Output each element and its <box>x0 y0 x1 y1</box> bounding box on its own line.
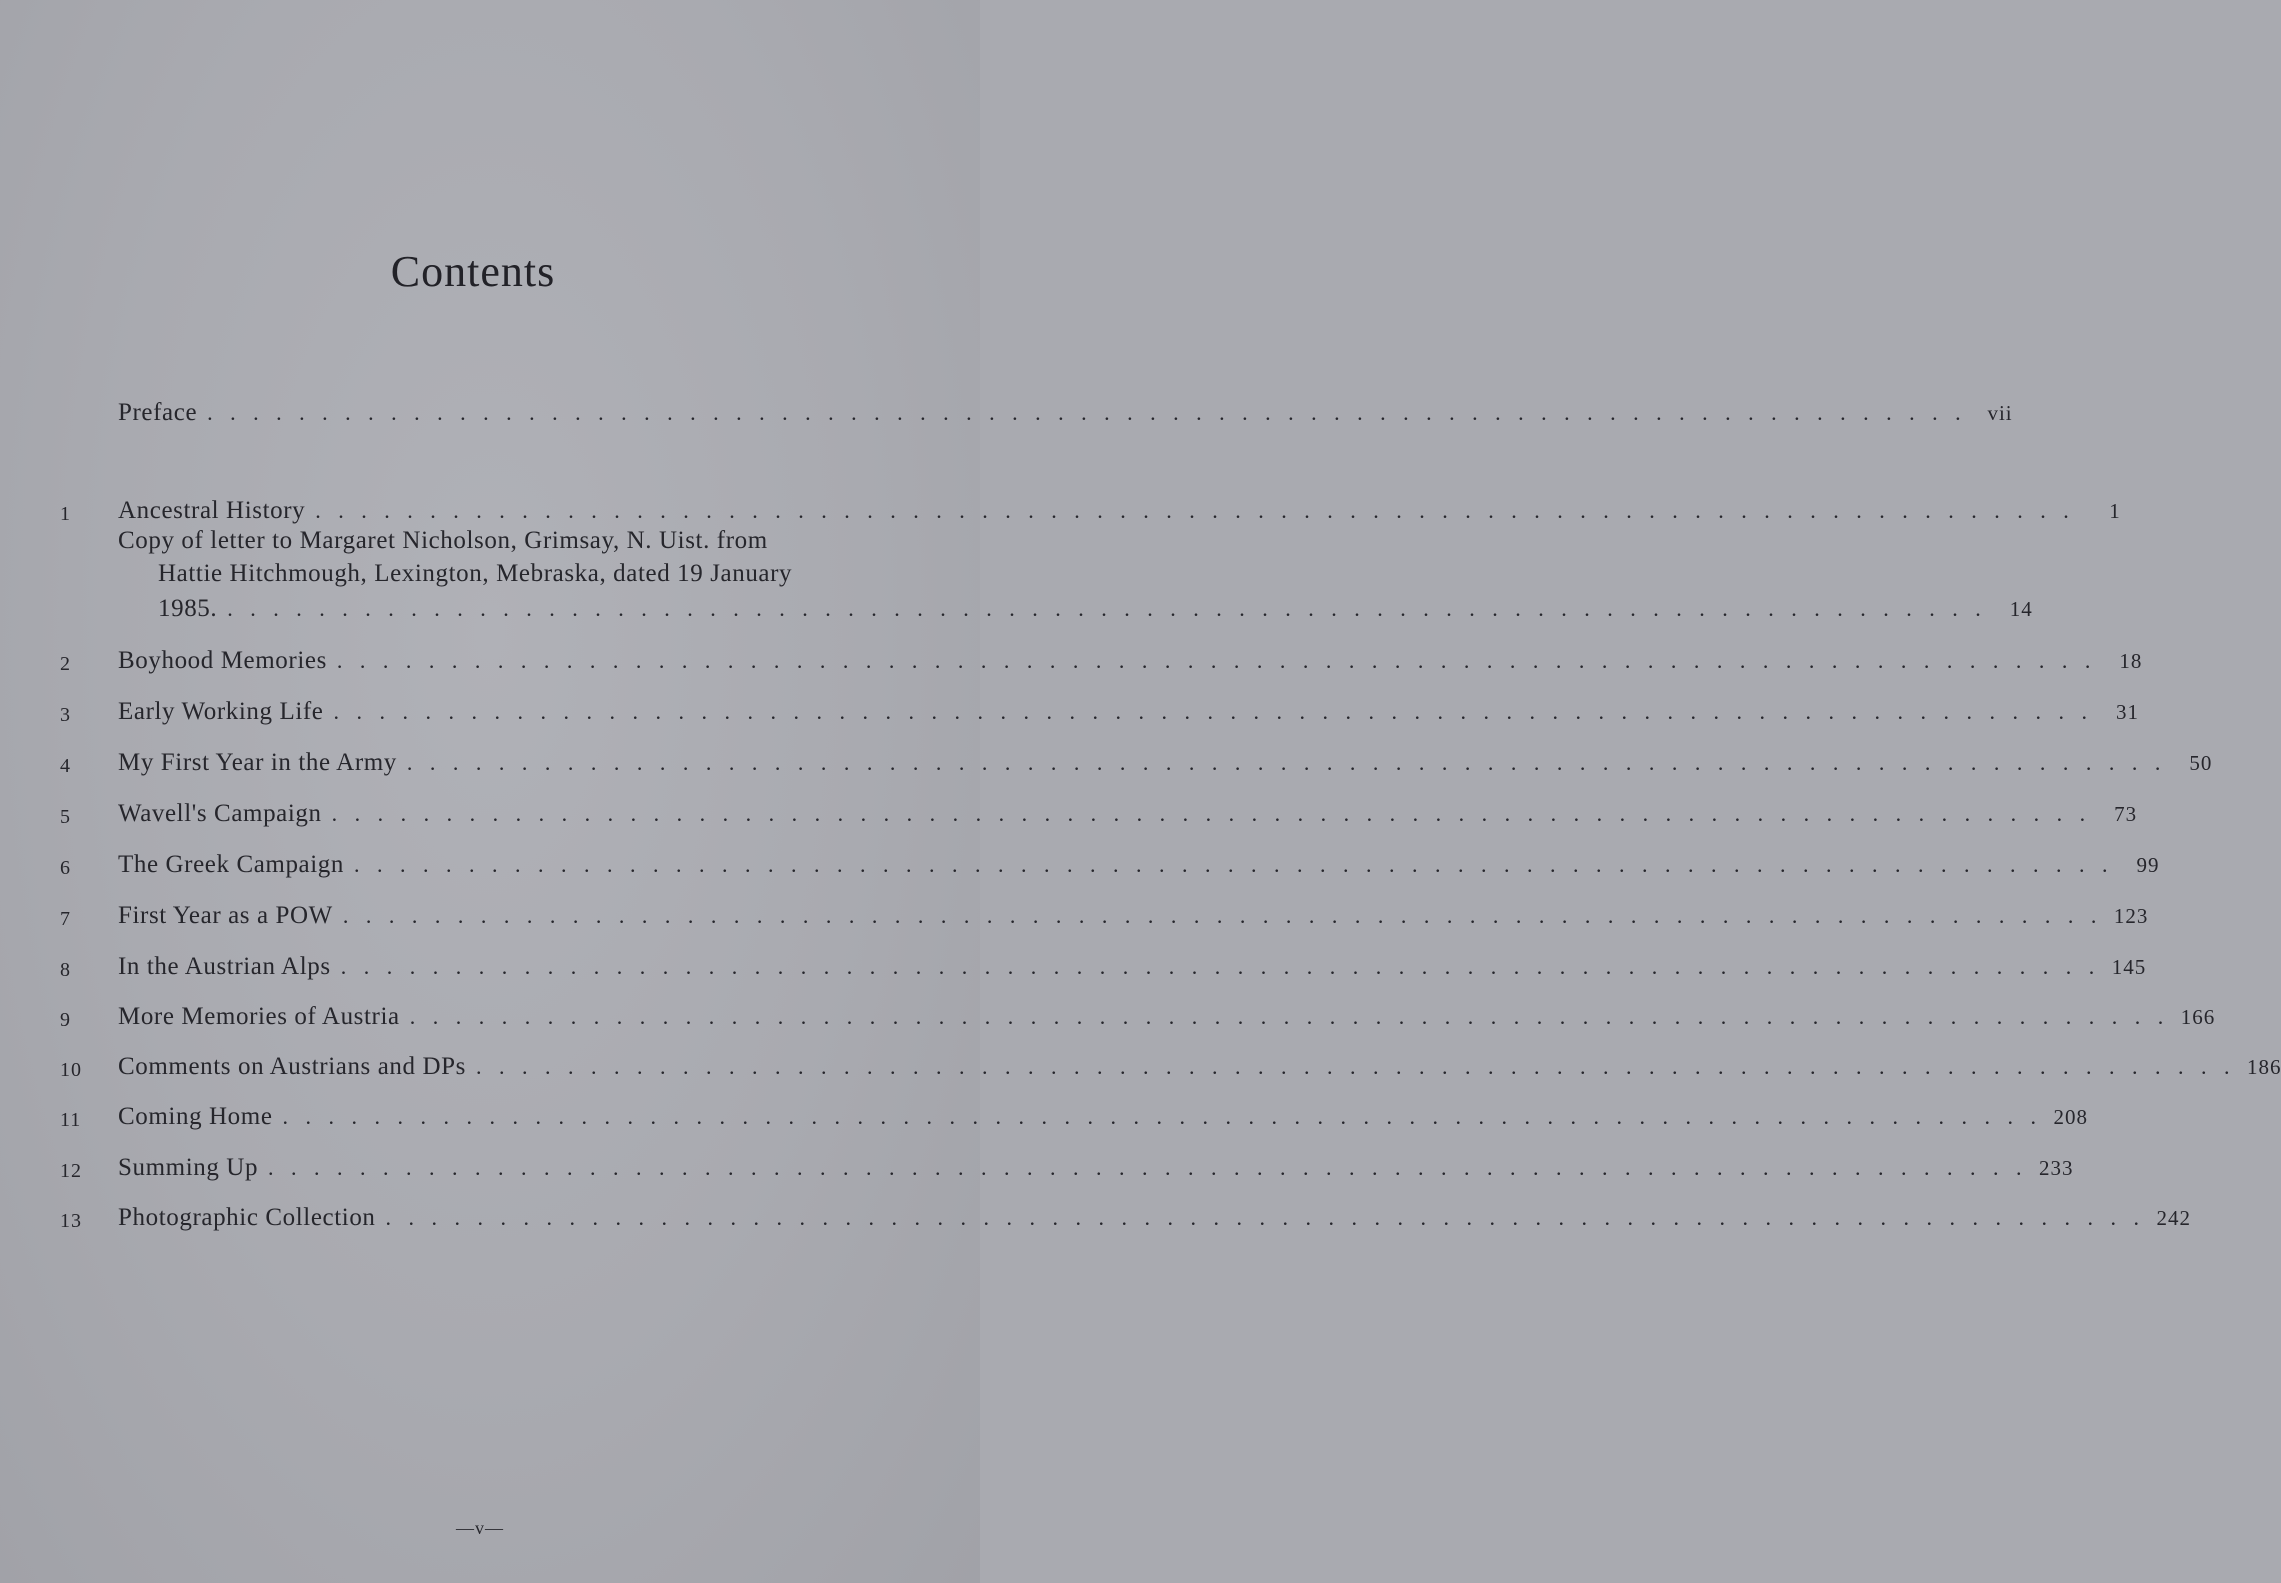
chapter-page-number: 18 <box>2119 649 2143 673</box>
dot-leader: . . . . . . . . . . . . . . . . . . . . . . . . . . . . . . . . . . . . . . . . . . . . . . . . . . . . . . . . . . . . . . . . . . . . . . . . . . . . . <box>315 498 2075 523</box>
toc-row-chapter-4 <box>60 746 2213 780</box>
toc-row-chapter-11 <box>60 1100 2089 1134</box>
chapter-title: Comments on Austrians and DPs <box>118 1053 466 1080</box>
chapter-page-number: 123 <box>2113 904 2149 928</box>
chapter-title: In the Austrian Alps <box>118 953 331 980</box>
letter-entry <box>118 524 838 590</box>
toc-row-chapter-8 <box>60 950 2147 984</box>
toc-row-chapter-12 <box>60 1151 2074 1185</box>
toc-row-chapter-1 <box>60 494 2121 528</box>
chapter-page-number: 166 <box>2180 1005 2216 1029</box>
chapter-number: 7 <box>60 908 71 930</box>
chapter-number: 1 <box>60 503 71 525</box>
toc-row-chapter-13 <box>60 1201 2192 1235</box>
letter-line-3 <box>158 592 2033 626</box>
toc-row-chapter-2 <box>60 644 2143 678</box>
chapter-number: 12 <box>60 1160 82 1182</box>
dot-leader: . . . . . . . . . . . . . . . . . . . . . . . . . . . . . . . . . . . . . . . . . . . . . . . . . . . . . . . . . . . . . . . . . . . . . . . . . . . . . <box>385 1205 2146 1230</box>
toc-entry <box>118 396 2013 430</box>
toc-row-chapter-5 <box>60 797 2138 831</box>
chapter-title: Early Working Life <box>118 698 324 725</box>
chapter-title: First Year as a POW <box>118 902 333 929</box>
toc-entry <box>118 899 2149 933</box>
chapter-number: 4 <box>60 755 71 777</box>
chapter-title: Coming Home <box>118 1103 273 1130</box>
chapter-page-number: 233 <box>2039 1156 2074 1180</box>
toc-entry <box>118 644 2143 678</box>
chapter-number: 11 <box>60 1109 82 1131</box>
letter-date-year: 1985. <box>158 595 218 622</box>
dot-leader: . . . . . . . . . . . . . . . . . . . . . . . . . . . . . . . . . . . . . . . . . . . . . . . . . . . . . . . . . . . . . . . . . . . . . . . . . . . . . <box>406 750 2167 775</box>
chapter-number: 3 <box>60 704 71 726</box>
toc-entry <box>118 1201 2192 1235</box>
chapter-number: 5 <box>60 806 71 828</box>
chapter-title: The Greek Campaign <box>118 851 344 878</box>
toc-entry <box>118 1100 2089 1134</box>
dot-leader: . . . . . . . . . . . . . . . . . . . . . . . . . . . . . . . . . . . . . . . . . . . . . . . . . . . . . . . . . . . . . . . . . . . . . . . . . . . . . <box>282 1104 2043 1129</box>
chapter-title: Summing Up <box>118 1154 259 1181</box>
toc-row-chapter-6 <box>60 848 2160 882</box>
chapter-page-number: 50 <box>2189 751 2213 775</box>
preface-page-number: vii <box>1987 401 2013 425</box>
dot-leader: . . . . . . . . . . . . . . . . . . . . . . . . . . . . . . . . . . . . . . . . . . . . . . . . . . . . . . . . . . . . . . . . . . . . . . . . . . . . . <box>342 903 2103 928</box>
letter-line-2: Hattie Hitchmough, Lexington, Mebraska, dated 19 January <box>158 560 793 587</box>
chapter-title: More Memories of Austria <box>118 1003 400 1030</box>
toc-entry <box>118 494 2121 528</box>
toc-entry <box>118 1050 2281 1084</box>
chapter-title: My First Year in the Army <box>118 749 397 776</box>
toc-entry <box>118 746 2213 780</box>
toc-entry <box>118 950 2147 984</box>
toc-row-chapter-10 <box>60 1050 2281 1084</box>
chapter-page-number: 186 <box>2246 1055 2281 1079</box>
toc-row-chapter-9 <box>60 1000 2216 1034</box>
chapter-page-number: 99 <box>2136 853 2160 877</box>
page-title: Contents <box>390 247 556 296</box>
preface-label: Preface <box>118 399 198 426</box>
toc-row-chapter-7 <box>60 899 2149 933</box>
chapter-number: 9 <box>60 1009 71 1031</box>
dot-leader: . . . . . . . . . . . . . . . . . . . . . . . . . . . . . . . . . . . . . . . . . . . . . . . . . . . . . . . . . . . . . . . . . . . . . . . . . . . . . <box>409 1004 2170 1029</box>
dot-leader: . . . . . . . . . . . . . . . . . . . . . . . . . . . . . . . . . . . . . . . . . . . . . . . . . . . . . . . . . . . . . . . . . . . . . . . . . . . . . <box>227 596 1987 621</box>
dot-leader: . . . . . . . . . . . . . . . . . . . . . . . . . . . . . . . . . . . . . . . . . . . . . . . . . . . . . . . . . . . . . . . . . . . . . . . . . . . . . <box>331 801 2092 826</box>
chapter-title: Wavell's Campaign <box>118 800 322 827</box>
toc-row-chapter-3 <box>60 695 2139 729</box>
chapter-title: Photographic Collection <box>118 1204 376 1231</box>
chapter-title: Ancestral History <box>118 497 306 524</box>
toc-entry <box>118 797 2138 831</box>
dot-leader: . . . . . . . . . . . . . . . . . . . . . . . . . . . . . . . . . . . . . . . . . . . . . . . . . . . . . . . . . . . . . . . . . . . . . . . . . . . . . <box>475 1054 2236 1079</box>
dot-leader: . . . . . . . . . . . . . . . . . . . . . . . . . . . . . . . . . . . . . . . . . . . . . . . . . . . . . . . . . . . . . . . . . . . . . . . . . . . . . <box>354 852 2114 877</box>
toc-entry <box>118 1000 2216 1034</box>
toc-entry <box>118 695 2139 729</box>
dot-leader: . . . . . . . . . . . . . . . . . . . . . . . . . . . . . . . . . . . . . . . . . . . . . . . . . . . . . . . . . . . . . . . . . . . . . . . . . . . . . <box>340 954 2101 979</box>
page-folio: —v— <box>456 1518 504 1538</box>
chapter-page-number: 208 <box>2053 1105 2089 1129</box>
chapter-title: Boyhood Memories <box>118 647 327 674</box>
dot-leader: . . . . . . . . . . . . . . . . . . . . . . . . . . . . . . . . . . . . . . . . . . . . . . . . . . . . . . . . . . . . . . . . . . . . . . . . . . . . . <box>268 1155 2028 1180</box>
letter-page-number: 14 <box>2009 597 2033 621</box>
toc-entry <box>118 848 2160 882</box>
dot-leader: . . . . . . . . . . . . . . . . . . . . . . . . . . . . . . . . . . . . . . . . . . . . . . . . . . . . . . . . . . . . . . . . . . . . . . . . . . . . . <box>336 648 2097 673</box>
toc-row-preface <box>60 396 2013 430</box>
dot-leader: . . . . . . . . . . . . . . . . . . . . . . . . . . . . . . . . . . . . . . . . . . . . . . . . . . . . . . . . . . . . . . . . . . . . . . . . . . . . . <box>333 699 2093 724</box>
chapter-number: 10 <box>60 1059 82 1081</box>
chapter-page-number: 31 <box>2116 700 2139 724</box>
letter-line-1: Copy of letter to Margaret Nicholson, Grimsay, N. Uist. from <box>118 527 768 554</box>
chapter-number: 6 <box>60 857 71 879</box>
chapter-number: 13 <box>60 1210 82 1232</box>
chapter-page-number: 145 <box>2111 955 2147 979</box>
chapter-number: 2 <box>60 653 71 675</box>
toc-entry <box>118 1151 2074 1185</box>
chapter-page-number: 242 <box>2156 1206 2192 1230</box>
dot-leader: . . . . . . . . . . . . . . . . . . . . . . . . . . . . . . . . . . . . . . . . . . . . . . . . . . . . . . . . . . . . . . . . . . . . . . . . . . . . . <box>207 400 1967 425</box>
chapter-page-number: 1 <box>2109 499 2121 523</box>
chapter-page-number: 73 <box>2114 802 2138 826</box>
chapter-number: 8 <box>60 959 71 981</box>
